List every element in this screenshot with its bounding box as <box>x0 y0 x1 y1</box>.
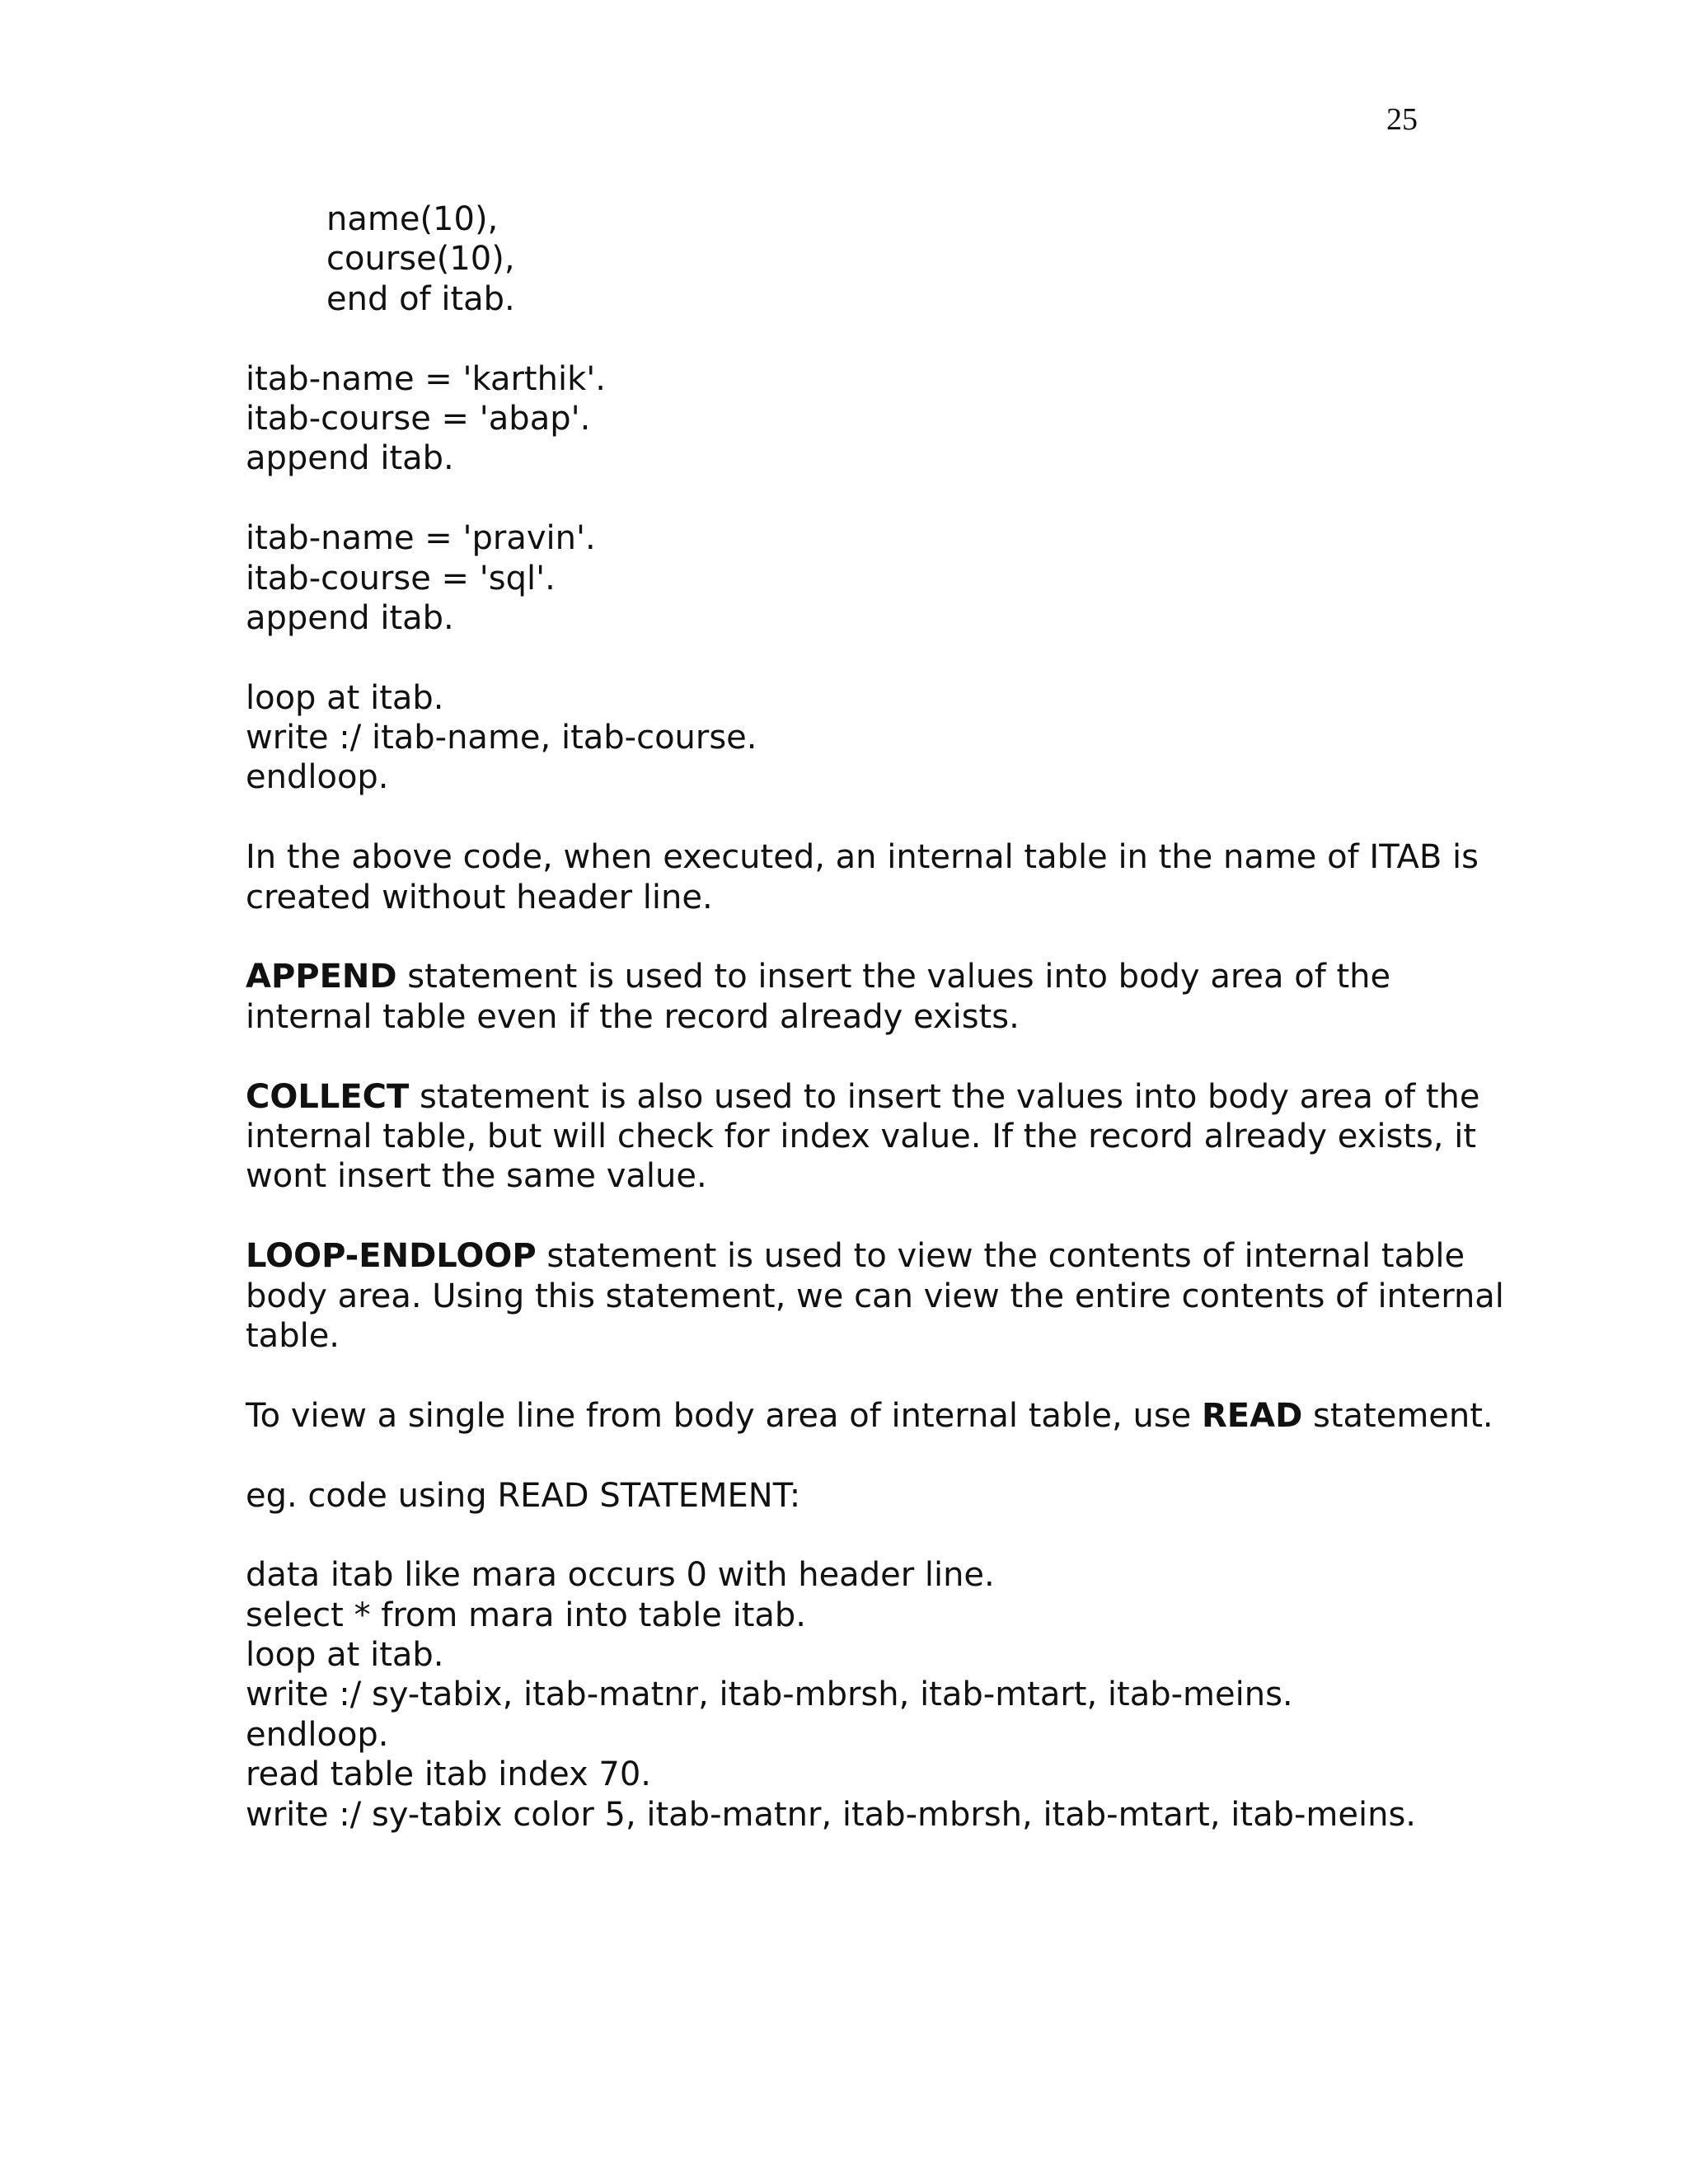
code-block-loop <box>246 678 1531 798</box>
blank-line <box>246 319 1531 359</box>
code-block-structure-tail <box>246 199 1531 319</box>
page-number: 25 <box>1386 102 1418 137</box>
paragraph-line: In the above code, when executed, an internal table in the name of ITAB is <box>246 838 1479 877</box>
example-heading: eg. code using READ STATEMENT: <box>246 1476 801 1515</box>
code-line: loop at itab. <box>246 678 444 717</box>
paragraph-line: wont insert the same value. <box>246 1157 707 1196</box>
paragraph-line <box>246 957 1531 996</box>
blank-line <box>246 1516 1531 1555</box>
paragraph-line: table. <box>246 1316 340 1355</box>
keyword-read: READ <box>1201 1396 1303 1435</box>
paragraph-line <box>246 1236 1531 1276</box>
paragraph-intro <box>246 837 1531 917</box>
code-line: write :/ sy-tabix color 5, itab-matnr, itab-mbrsh, itab-mtart, itab-meins. <box>246 1795 1417 1834</box>
code-line: course(10), <box>326 240 515 279</box>
code-line: read table itab index 70. <box>246 1755 651 1794</box>
code-line: endloop. <box>246 758 389 797</box>
paragraph-line: body area. Using this statement, we can view the entire contents of internal <box>246 1277 1504 1315</box>
code-line: name(10), <box>326 200 499 238</box>
blank-line <box>246 1436 1531 1475</box>
code-line: end of itab. <box>326 279 515 318</box>
blank-line <box>246 638 1531 677</box>
paragraph-read <box>246 1396 1531 1436</box>
paragraph-text: statement is used to insert the values into body area of the <box>396 958 1391 996</box>
paragraph-line: internal table, but will check for index value. If the record already exists, it <box>246 1117 1477 1155</box>
paragraph-text: statement is also used to insert the values into body area of the <box>409 1077 1480 1116</box>
paragraph-collect <box>246 1077 1531 1197</box>
keyword-append: APPEND <box>246 958 397 996</box>
code-line: endloop. <box>246 1715 389 1754</box>
document-body <box>246 199 1531 1835</box>
blank-line <box>246 1037 1531 1076</box>
paragraph-text: statement. <box>1302 1396 1493 1435</box>
code-line: write :/ sy-tabix, itab-matnr, itab-mbrsh, itab-mtart, itab-meins. <box>246 1675 1293 1714</box>
blank-line <box>246 479 1531 518</box>
code-line: append itab. <box>246 439 454 478</box>
keyword-collect: COLLECT <box>246 1077 410 1116</box>
blank-line <box>246 1356 1531 1395</box>
blank-line <box>246 917 1531 957</box>
code-line: select * from mara into table itab. <box>246 1596 806 1634</box>
code-line: itab-name = 'karthik'. <box>246 359 606 398</box>
paragraph-line <box>246 1077 1531 1117</box>
paragraph-loop-endloop <box>246 1236 1531 1356</box>
code-line: append itab. <box>246 598 454 637</box>
code-line: write :/ itab-name, itab-course. <box>246 719 757 757</box>
paragraph-text: To view a single line from body area of internal table, use <box>246 1396 1202 1435</box>
keyword-loop-endloop: LOOP-ENDLOOP <box>246 1237 537 1276</box>
blank-line <box>246 798 1531 837</box>
code-line: itab-course = 'sql'. <box>246 559 556 598</box>
paragraph-append <box>246 957 1531 1037</box>
paragraph-line: internal table even if the record already exists. <box>246 997 1020 1036</box>
paragraph-line <box>246 1396 1531 1436</box>
code-block-append-karthik <box>246 359 1531 479</box>
blank-line <box>246 1197 1531 1236</box>
code-line: loop at itab. <box>246 1636 444 1675</box>
code-line: data itab like mara occurs 0 with header line. <box>246 1556 995 1595</box>
code-line: itab-name = 'pravin'. <box>246 519 596 558</box>
code-line: itab-course = 'abap'. <box>246 399 591 438</box>
paragraph-line: created without header line. <box>246 878 713 916</box>
paragraph-text: statement is used to view the contents of internal table <box>536 1237 1465 1276</box>
code-block-append-pravin <box>246 518 1531 638</box>
code-block-read-example <box>246 1555 1531 1835</box>
